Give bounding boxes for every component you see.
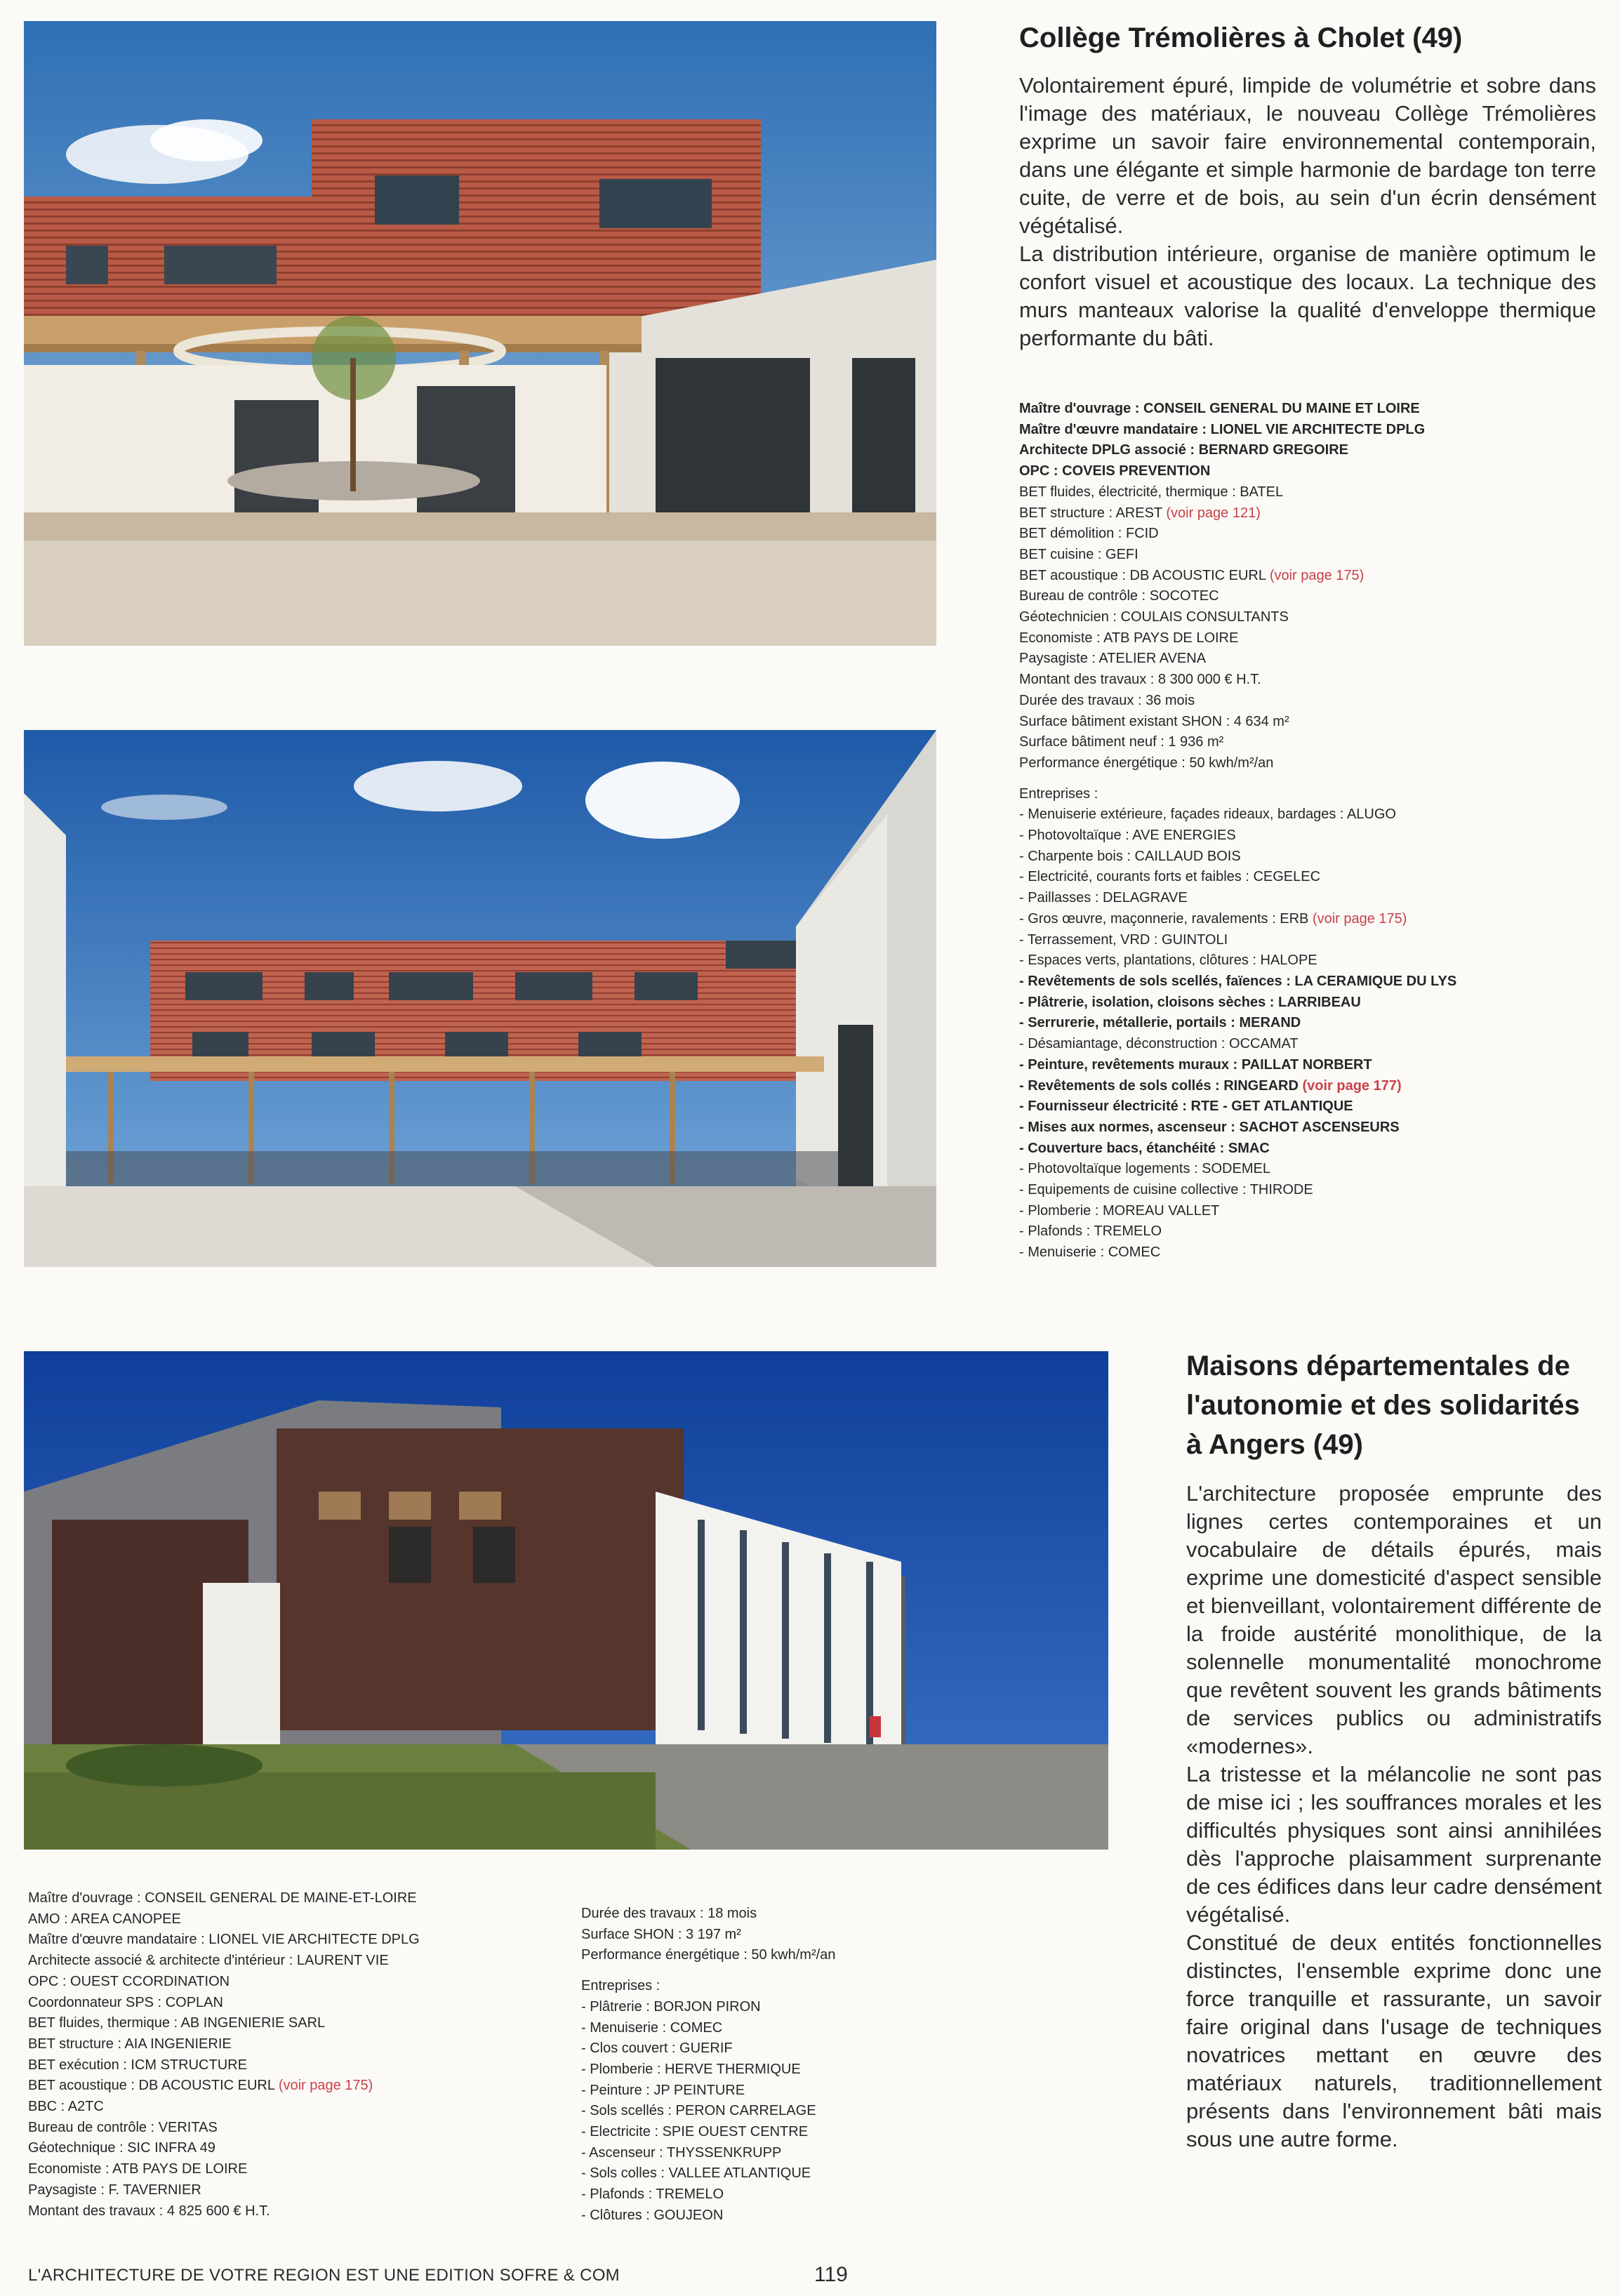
credit-value: GUERIF — [679, 2040, 733, 2057]
article1-title: Collège Trémolières à Cholet (49) — [1019, 22, 1463, 53]
credit-label: BBC : — [28, 2099, 68, 2115]
credit-value: MERAND — [1239, 1015, 1301, 1031]
credit-label: Montant des travaux : — [28, 2203, 167, 2219]
page-reference: (voir page 175) — [278, 2078, 373, 2094]
credit-label: BET acoustique : — [1019, 567, 1130, 583]
credit-label: - Terrassement, VRD : — [1019, 931, 1162, 948]
credit-label: Performance énergétique : — [581, 1947, 752, 1963]
credit-label: - Mises aux normes, ascenseur : — [1019, 1119, 1240, 1135]
credit-line — [1019, 503, 1595, 524]
credit-label: - Photovoltaïque logements : — [1019, 1161, 1202, 1177]
credit-line — [28, 1951, 562, 1972]
credit-value: PAILLAT NORBERT — [1241, 1056, 1372, 1073]
credit-value: OCCAMAT — [1229, 1036, 1299, 1052]
article2-title-line: à Angers (49) — [1186, 1429, 1363, 1460]
credit-value: RINGEARD — [1223, 1077, 1299, 1094]
credit-line — [581, 1997, 1016, 2018]
credit-line — [1019, 649, 1595, 670]
credit-value: 36 mois — [1146, 692, 1195, 708]
credit-value: BERNARD GREGOIRE — [1198, 442, 1349, 458]
credit-value: COMEC — [1108, 1245, 1161, 1261]
credit-label: Montant des travaux : — [1019, 672, 1158, 688]
credit-value: LAURENT VIE — [296, 1953, 389, 1969]
credit-line — [28, 2097, 562, 2118]
credit-line — [28, 2138, 562, 2159]
article1-intro-paragraph: La distribution intérieure, organise de manière optimum le confort visuel et acoustique des locaux. La technique des murs manteaux valorise la qualité d'enveloppe thermique performante du bâti. — [1019, 241, 1596, 350]
credit-line — [1019, 461, 1595, 482]
credit-label: - Serrurerie, métallerie, portails : — [1019, 1015, 1240, 1031]
credit-value: ERB — [1280, 910, 1309, 927]
credit-line — [1019, 545, 1595, 566]
footer-publisher: L'ARCHITECTURE DE VOTRE REGION EST UNE EDITION SOFRE & COM — [28, 2266, 620, 2285]
credit-value: AREST — [1115, 505, 1162, 521]
credit-value: THYSSENKRUPP — [666, 2144, 782, 2161]
credit-label: - Plafonds : — [1019, 1223, 1094, 1240]
credit-label: Paysagiste : — [28, 2182, 109, 2198]
credit-value: AIA INGENIERIE — [124, 2036, 232, 2052]
credit-line — [1019, 847, 1595, 868]
credit-label: OPC : — [28, 1973, 71, 1989]
credit-line — [1019, 1096, 1595, 1117]
credit-value: VERITAS — [158, 2119, 218, 2135]
credit-value: CEGELEC — [1253, 869, 1321, 885]
page-reference: (voir page 175) — [1312, 910, 1407, 927]
credit-label: - Couverture bacs, étanchéité : — [1019, 1140, 1228, 1156]
credit-label: - Charpente bois : — [1019, 848, 1135, 864]
credit-value: COVEIS PREVENTION — [1062, 463, 1211, 479]
credit-value: HERVE THERMIQUE — [664, 2061, 801, 2077]
credit-label: Architecte associé & architecte d'intérieur : — [28, 1953, 297, 1969]
credit-line — [581, 1945, 1016, 1966]
credit-line — [28, 1993, 562, 2014]
credit-value: SIC INFRA 49 — [127, 2140, 215, 2156]
credit-label: Maître d'œuvre mandataire : — [28, 1932, 209, 1948]
credit-label: Bureau de contrôle : — [1019, 588, 1150, 604]
credit-label: BET démolition : — [1019, 526, 1126, 542]
article2-credits-right — [581, 1904, 1016, 2227]
page-reference: (voir page 121) — [1166, 505, 1261, 521]
credit-label: Maître d'ouvrage : — [1019, 401, 1144, 416]
credit-value: JP PEINTURE — [653, 2082, 745, 2098]
credit-value: COULAIS CONSULTANTS — [1120, 609, 1289, 625]
credit-label: BET acoustique : — [28, 2078, 139, 2094]
credit-line — [1019, 482, 1595, 503]
credit-value: LIONEL VIE ARCHITECTE DPLG — [208, 1932, 420, 1948]
credit-label: Coordonnateur SPS : — [28, 1994, 166, 2010]
credit-value: GEFI — [1106, 546, 1138, 562]
credit-value: ATB PAYS DE LOIRE — [1103, 630, 1239, 646]
credit-line — [1019, 804, 1595, 825]
credit-label: - Gros œuvre, maçonnerie, ravalements : — [1019, 910, 1280, 927]
credit-label: BET cuisine : — [1019, 546, 1106, 562]
credit-line — [1019, 993, 1595, 1014]
credit-line — [1019, 1055, 1595, 1076]
credit-line — [1019, 1076, 1595, 1097]
credit-label: BET structure : — [28, 2036, 125, 2052]
credit-line — [581, 2101, 1016, 2122]
credit-label: Economiste : — [28, 2161, 113, 2177]
credit-label: Surface SHON : — [581, 1926, 686, 1942]
credit-label: - Equipements de cuisine collective : — [1019, 1182, 1250, 1198]
credit-label: OPC : — [1019, 463, 1063, 479]
credit-line — [1019, 566, 1595, 587]
credit-label: - Plâtrerie, isolation, cloisons sèches : — [1019, 994, 1279, 1010]
credit-line — [1019, 930, 1595, 951]
credit-line — [28, 2034, 562, 2055]
credit-line — [581, 2122, 1016, 2143]
credit-line — [1019, 909, 1595, 930]
credit-value: 4 634 m² — [1233, 713, 1289, 729]
article2-title — [1186, 1346, 1580, 1464]
page-reference: (voir page 175) — [1269, 567, 1365, 583]
credit-value: SODEMEL — [1202, 1161, 1270, 1177]
credit-value: BORJON PIRON — [653, 1998, 761, 2015]
credit-line — [1019, 1201, 1595, 1222]
credit-label: - Ascenseur : — [581, 2144, 667, 2161]
credit-label: - Paillasses : — [1019, 890, 1103, 906]
credit-value: CONSEIL GENERAL DU MAINE ET LOIRE — [1143, 401, 1420, 416]
credit-label: - Clôtures : — [581, 2207, 654, 2223]
credit-label: - Photovoltaïque : — [1019, 828, 1133, 844]
credit-value: HALOPE — [1260, 953, 1317, 969]
credit-value: RTE - GET ATLANTIQUE — [1190, 1099, 1353, 1115]
credit-value: 50 kwh/m²/an — [1189, 755, 1274, 771]
credit-value: SOCOTEC — [1149, 588, 1219, 604]
credit-value: GUINTOLI — [1162, 931, 1228, 948]
credit-line — [581, 2038, 1016, 2059]
credit-value: SACHOT ASCENSEURS — [1239, 1119, 1400, 1135]
credit-label: Durée des travaux : — [581, 1906, 708, 1921]
credit-line — [1019, 628, 1595, 649]
credit-label: - Menuiserie : — [1019, 1245, 1108, 1261]
credit-label: - Plâtrerie : — [581, 1998, 654, 2015]
credit-value: ALUGO — [1346, 807, 1396, 823]
credit-line — [1019, 867, 1595, 888]
credit-label: BET fluides, thermique : — [28, 2015, 181, 2031]
credit-value: FCID — [1125, 526, 1159, 542]
credit-line — [581, 2081, 1016, 2102]
credit-value: F. TAVERNIER — [108, 2182, 201, 2198]
credit-value: 8 300 000 € H.T. — [1157, 672, 1261, 688]
credit-label: Architecte DPLG associé : — [1019, 442, 1199, 458]
credit-value: THIRODE — [1249, 1182, 1313, 1198]
credit-label: Surface bâtiment existant SHON : — [1019, 713, 1234, 729]
credit-label: Géotechnique : — [28, 2140, 128, 2156]
credit-line — [1019, 524, 1595, 545]
credit-line — [28, 1972, 562, 1993]
credit-label: Performance énergétique : — [1019, 755, 1190, 771]
credit-label: Durée des travaux : — [1019, 692, 1146, 708]
credit-line — [1019, 1242, 1595, 1263]
credit-line — [28, 2055, 562, 2076]
credit-label: Maître d'œuvre mandataire : — [1019, 421, 1211, 437]
credit-line — [1019, 888, 1595, 909]
credit-label: Maître d'ouvrage : — [28, 1890, 145, 1906]
credit-value: SPIE OUEST CENTRE — [662, 2124, 809, 2140]
credit-label: BET fluides, électricité, thermique : — [1019, 484, 1240, 500]
credit-value: LIONEL VIE ARCHITECTE DPLG — [1210, 421, 1426, 437]
credit-line — [1019, 712, 1595, 733]
credit-line — [1019, 971, 1595, 993]
article2-title-line: l'autonomie et des solidarités — [1186, 1390, 1580, 1421]
credit-value: 4 825 600 € H.T. — [166, 2203, 270, 2219]
credit-value: LA CERAMIQUE DU LYS — [1294, 973, 1457, 989]
credit-label: - Clos couvert : — [581, 2040, 680, 2057]
credit-line — [581, 2163, 1016, 2184]
credit-line — [1019, 399, 1595, 420]
article2-intro — [1186, 1480, 1602, 2154]
credit-value: ICM STRUCTURE — [131, 2057, 247, 2073]
credit-line — [1019, 1221, 1595, 1242]
credit-label: - Electricite : — [581, 2124, 663, 2140]
credit-line — [28, 2118, 562, 2139]
credit-line — [1019, 607, 1595, 628]
credit-line — [1019, 1180, 1595, 1201]
article1-intro-paragraph: Volontairement épuré, limpide de volumétrie et sobre dans l'image des matériaux, le nouveau Collège Trémolières exprime un savoir faire environnemental contemporain, dans une élégante et simple harmonie de bardage ton terre cuite, de verre et de bois, au sein d'un écrin densément végétalisé. — [1019, 73, 1596, 238]
credit-value: ATELIER AVENA — [1098, 651, 1207, 667]
credit-line — [28, 2076, 562, 2097]
credit-line — [28, 2013, 562, 2034]
article1-intro — [1019, 72, 1596, 352]
credit-value: TREMELO — [1094, 1223, 1162, 1240]
credit-line — [581, 2184, 1016, 2205]
credit-value: 1 936 m² — [1168, 734, 1224, 750]
credit-value: AB INGENIERIE SARL — [180, 2015, 326, 2031]
credit-value: GOUJEON — [653, 2207, 724, 2223]
credit-line — [581, 2143, 1016, 2164]
credit-label: - Electricité, courants forts et faibles : — [1019, 869, 1254, 885]
credit-value: AREA CANOPEE — [71, 1911, 181, 1927]
credit-line — [28, 2201, 562, 2222]
credit-line — [1019, 825, 1595, 847]
credit-value: TREMELO — [656, 2186, 724, 2203]
credit-label: - Fournisseur électricité : — [1019, 1099, 1191, 1115]
credit-label: - Plomberie : — [1019, 1202, 1103, 1219]
credit-label: - Sols scellés : — [581, 2103, 676, 2119]
credit-line — [1019, 1034, 1595, 1055]
credit-value: BATEL — [1240, 484, 1284, 500]
credit-label: - Revêtements de sols scellés, faïences : — [1019, 973, 1295, 989]
credit-line — [1019, 586, 1595, 607]
credit-label: - Peinture, revêtements muraux : — [1019, 1056, 1242, 1073]
credit-line — [581, 1904, 1016, 1925]
credit-value: MOREAU VALLET — [1102, 1202, 1220, 1219]
credit-label: Géotechnicien : — [1019, 609, 1121, 625]
credit-line — [28, 2159, 562, 2180]
credit-value: 50 kwh/m²/an — [751, 1947, 836, 1963]
credit-value: SMAC — [1228, 1140, 1270, 1156]
credit-value: DB ACOUSTIC EURL — [1129, 567, 1266, 583]
credit-line — [581, 1925, 1016, 1946]
credit-line — [28, 1888, 562, 1909]
credit-label: - Peinture : — [581, 2082, 654, 2098]
article2-intro-paragraph: La tristesse et la mélancolie ne sont pas de mise ici ; les souffrances morales et les difficultés physiques sont ainsi annihilées dès l'approche plaisamment surprenante de ces édifices dans leur cadre densément végétalisé. — [1186, 1762, 1602, 1927]
credit-label: AMO : — [28, 1911, 72, 1927]
credit-value: PERON CARRELAGE — [675, 2103, 816, 2119]
credit-label: - Menuiserie extérieure, façades rideaux, bardages : — [1019, 807, 1347, 823]
article2-intro-paragraph: Constitué de deux entités fonctionnelles distinctes, l'ensemble exprime donc une force tranquille et rassurante, un savoir faire original dans l'usage de techniques novatrices mettant en œuvre des matériaux naturels, traditionnellement présents dans l'environnement bâti mais sous une autre forme. — [1186, 1930, 1602, 2151]
credit-line — [1019, 1117, 1595, 1139]
credit-line — [1019, 1139, 1595, 1160]
credit-value: CAILLAUD BOIS — [1134, 848, 1241, 864]
credit-label: Bureau de contrôle : — [28, 2119, 159, 2135]
credit-line — [1019, 732, 1595, 753]
credit-value: A2TC — [67, 2099, 104, 2115]
credit-value: ATB PAYS DE LOIRE — [112, 2161, 248, 2177]
credit-label: - Espaces verts, plantations, clôtures : — [1019, 953, 1261, 969]
page-number: 119 — [814, 2263, 848, 2286]
photo-maisons-angers — [24, 1351, 1108, 1850]
credit-line — [28, 1909, 562, 1930]
photo-college-wide — [24, 730, 936, 1267]
credit-label: - Désamiantage, déconstruction : — [1019, 1036, 1230, 1052]
article1-entreprises-label: Entreprises : — [1019, 785, 1098, 802]
credit-label: - Sols colles : — [581, 2165, 669, 2182]
credit-line — [1019, 753, 1595, 774]
credit-value: OUEST CCORDINATION — [70, 1973, 230, 1989]
credit-line — [1019, 950, 1595, 971]
credit-value: COPLAN — [165, 1994, 223, 2010]
credit-line — [1019, 420, 1595, 441]
credit-line — [1019, 670, 1595, 691]
credit-line — [28, 1930, 562, 1951]
credit-label: BET exécution : — [28, 2057, 131, 2073]
credit-label: - Plafonds : — [581, 2186, 656, 2203]
article1-credits — [1019, 399, 1595, 1263]
credit-label: - Revêtements de sols collés : — [1019, 1077, 1224, 1094]
credit-value: DB ACOUSTIC EURL — [138, 2078, 275, 2094]
credit-label: - Menuiserie : — [581, 2019, 670, 2036]
credit-value: LARRIBEAU — [1278, 994, 1361, 1010]
credit-label: Surface bâtiment neuf : — [1019, 734, 1169, 750]
credit-value: 3 197 m² — [685, 1926, 741, 1942]
credit-label: Economiste : — [1019, 630, 1104, 646]
page-reference: (voir page 177) — [1302, 1077, 1402, 1094]
photo-college-courtyard — [24, 21, 936, 646]
credit-label: BET structure : — [1019, 505, 1116, 521]
credit-line — [1019, 440, 1595, 461]
credit-line — [581, 2059, 1016, 2081]
credit-value: AVE ENERGIES — [1132, 828, 1236, 844]
credit-value: CONSEIL GENERAL DE MAINE-ET-LOIRE — [145, 1890, 417, 1906]
credit-line — [1019, 1013, 1595, 1034]
article2-entreprises-label: Entreprises : — [581, 1978, 660, 1994]
credit-line — [1019, 1159, 1595, 1180]
credit-line — [1019, 691, 1595, 712]
credit-line — [28, 2180, 562, 2201]
credit-value: DELAGRAVE — [1102, 890, 1188, 906]
credit-value: COMEC — [670, 2019, 723, 2036]
credit-label: Paysagiste : — [1019, 651, 1099, 667]
credit-value: VALLEE ATLANTIQUE — [668, 2165, 811, 2182]
article2-credits-left — [28, 1888, 562, 2222]
credit-line — [581, 2205, 1016, 2227]
article2-intro-paragraph: L'architecture proposée emprunte des lignes certes contemporaines et un vocabulaire de détails épurés, mais exprime une domesticité d'aspect sensible et bienveillant, volontairement différente de la froide austérité monolithique, de la solennelle monumentalité monochrome que revêtent souvent les grands bâtiments de services publics ou administratifs «modernes». — [1186, 1481, 1602, 1758]
credit-label: - Plomberie : — [581, 2061, 665, 2077]
credit-value: 18 mois — [708, 1906, 757, 1921]
article2-title-line: Maisons départementales de — [1186, 1351, 1570, 1381]
credit-line — [581, 2018, 1016, 2039]
